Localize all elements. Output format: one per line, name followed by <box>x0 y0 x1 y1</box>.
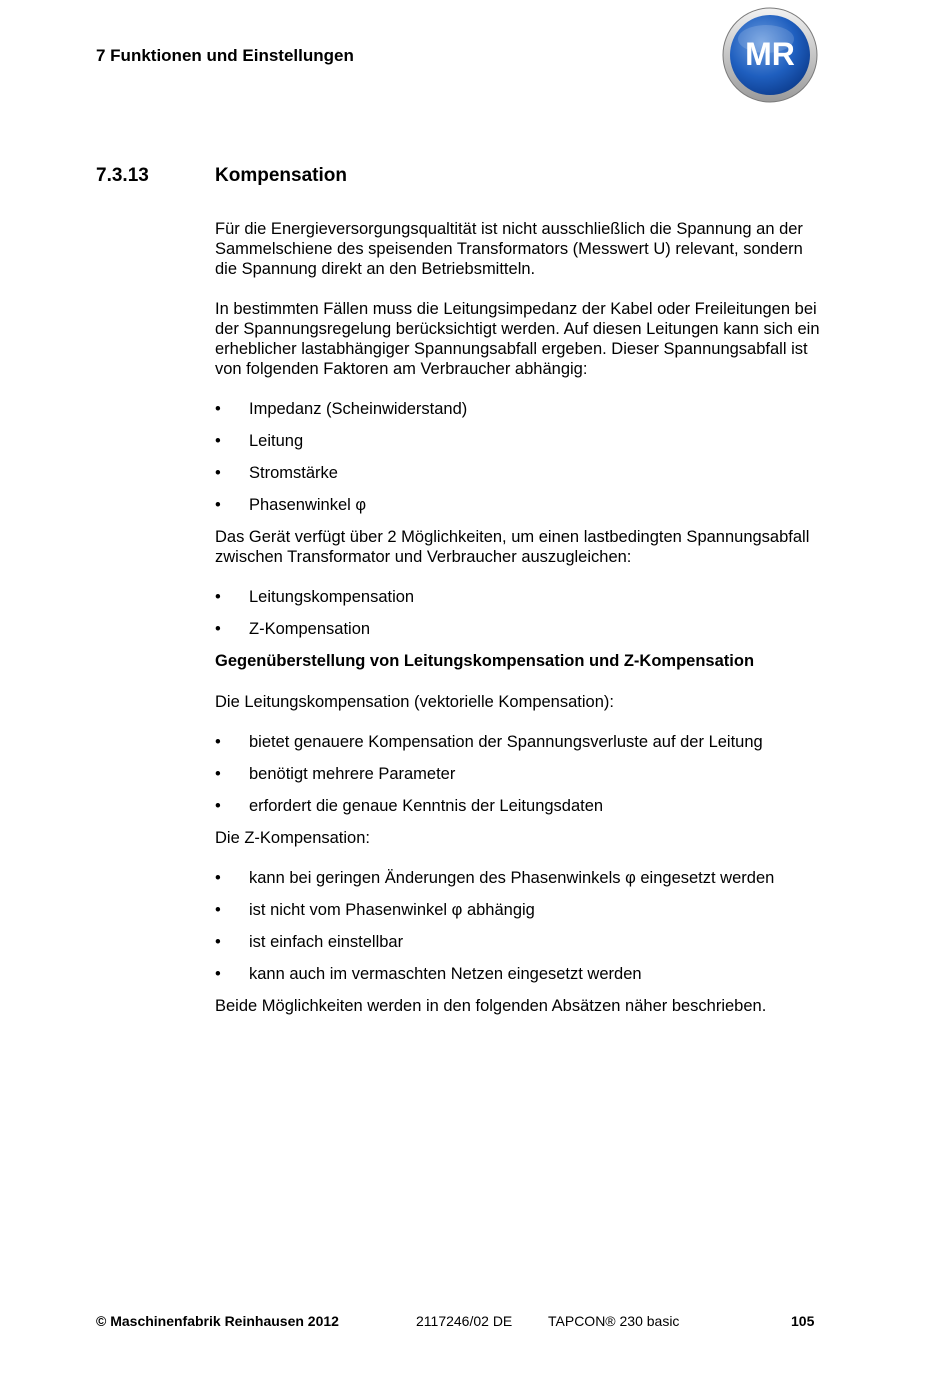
list-item: • Leitungskompensation <box>215 588 415 606</box>
paragraph: Die Leitungskompensation (vektorielle Kompensation): <box>215 693 614 711</box>
list-item: • ist nicht vom Phasenwinkel φ abhängig <box>215 901 535 919</box>
list-item: • Stromstärke <box>215 464 338 482</box>
list-item: • erfordert die genaue Kenntnis der Leitungsdaten <box>215 797 604 815</box>
bullet-icon: • <box>215 432 221 450</box>
section-body <box>215 219 820 1016</box>
bullet-icon: • <box>215 965 221 983</box>
paragraph: Für die Energieversorgungsqualtität ist nicht ausschließlich die Spannung an der Sammelschiene des speisenden Transformators (Messwert U) relevant, sondern die Spannung direkt an den Betriebsmitteln. <box>215 220 803 278</box>
list-item: • kann auch im vermaschten Netzen eingesetzt werden <box>215 965 642 983</box>
list-item: • ist einfach einstellbar <box>215 933 404 951</box>
option-list <box>215 587 820 639</box>
list-item: • Phasenwinkel φ <box>215 496 367 514</box>
logo-text: MR <box>745 36 795 72</box>
bullet-icon: • <box>215 496 221 514</box>
factor-list <box>215 399 820 515</box>
bullet-icon: • <box>215 464 221 482</box>
list-item: • Impedanz (Scheinwiderstand) <box>215 400 468 418</box>
subheading: Gegenüberstellung von Leitungskompensation und Z-Kompensation <box>215 652 755 670</box>
bullet-icon: • <box>215 620 221 638</box>
footer-copyright: © Maschinenfabrik Reinhausen 2012 <box>96 1313 339 1329</box>
list-item: • Leitung <box>215 432 304 450</box>
bullet-icon: • <box>215 797 221 815</box>
footer-product: TAPCON® 230 basic <box>548 1313 680 1329</box>
line-compensation-list <box>215 732 820 816</box>
list-item: • Z-Kompensation <box>215 620 371 638</box>
bullet-icon: • <box>215 400 221 418</box>
list-item: • kann bei geringen Änderungen des Phasenwinkels φ eingesetzt werden <box>215 869 775 887</box>
bullet-icon: • <box>215 733 221 751</box>
paragraph: Das Gerät verfügt über 2 Möglichkeiten, um einen lastbedingten Spannungsabfall zwischen Transformator und Verbraucher auszugleichen: <box>215 528 810 566</box>
footer-doc-number: 2117246/02 DE <box>416 1313 513 1329</box>
section-title: Kompensation <box>215 165 347 186</box>
page-number: 105 <box>791 1313 815 1329</box>
bullet-icon: • <box>215 869 221 887</box>
list-item: • benötigt mehrere Parameter <box>215 765 456 783</box>
paragraph: Beide Möglichkeiten werden in den folgenden Absätzen näher beschrieben. <box>215 997 767 1015</box>
z-compensation-list <box>215 868 820 984</box>
bullet-icon: • <box>215 901 221 919</box>
bullet-icon: • <box>215 933 221 951</box>
mr-logo <box>722 7 818 103</box>
chapter-title: 7 Funktionen und Einstellungen <box>96 46 354 65</box>
paragraph: Die Z-Kompensation: <box>215 829 370 847</box>
section-number: 7.3.13 <box>96 165 149 186</box>
bullet-icon: • <box>215 588 221 606</box>
paragraph: In bestimmten Fällen muss die Leitungsimpedanz der Kabel oder Freileitungen bei der Spannungsregelung berücksichtigt werden. Auf diesen Leitungen kann sich ein erheblicher lastabhängiger Spannungsabfall ergeben. Dieser Spannungsabfall ist von folgenden Faktoren am Verbraucher abhängig: <box>215 300 820 378</box>
list-item: • bietet genauere Kompensation der Spannungsverluste auf der Leitung <box>215 733 763 751</box>
bullet-icon: • <box>215 765 221 783</box>
